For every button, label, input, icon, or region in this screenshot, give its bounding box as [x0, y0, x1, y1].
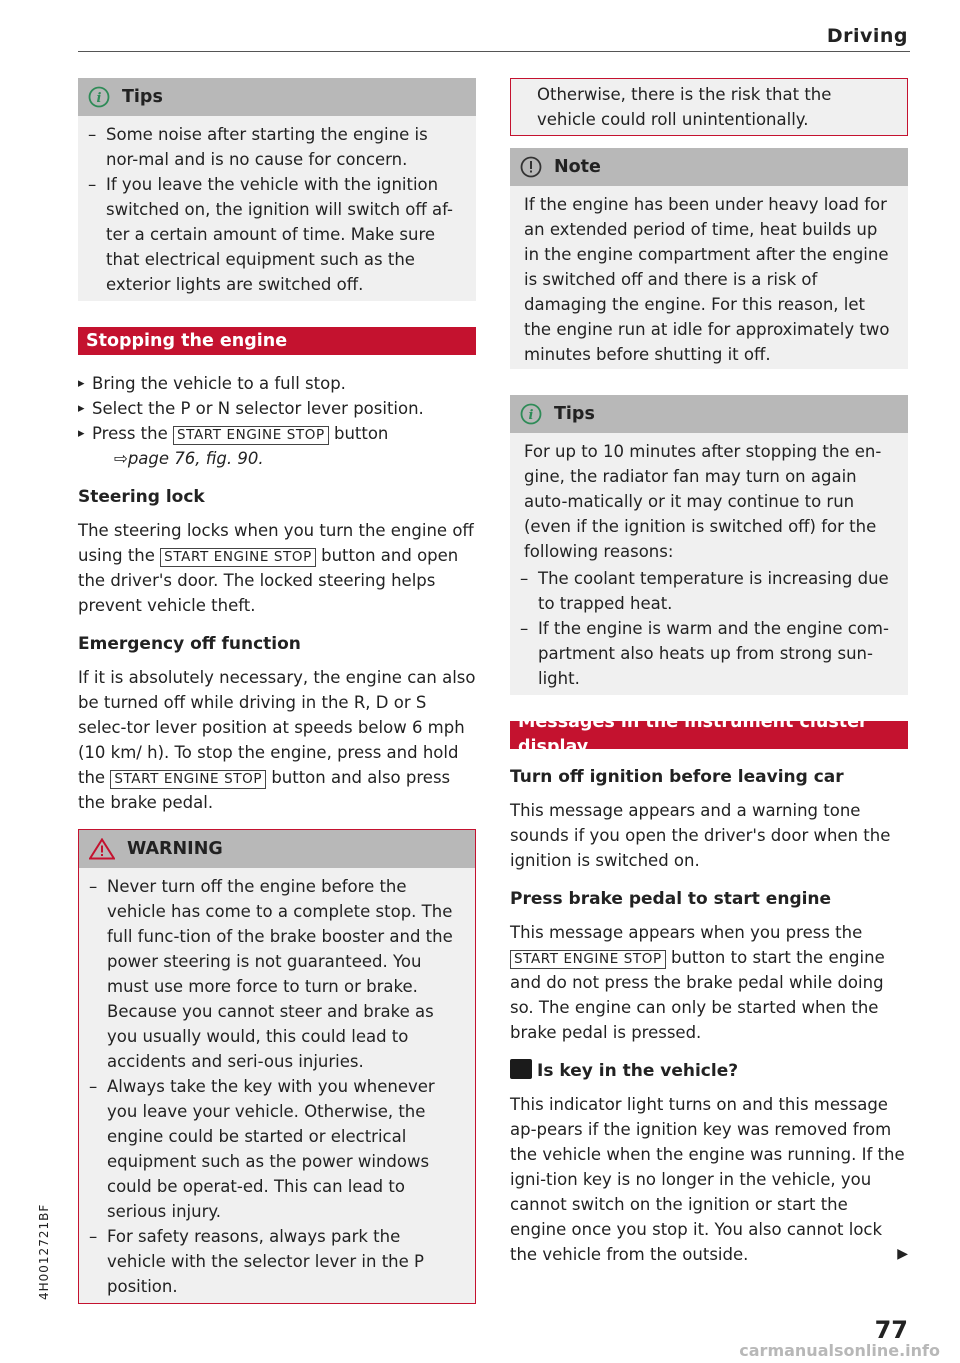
- section-title-stopping: Stopping the engine: [78, 327, 476, 355]
- tip-item: – If you leave the vehicle with the ignition switched on, the ignition will switch off af-ter a certain amount of time. Make sure that electrical equipment such as the exterior lights are switched off.: [92, 172, 462, 297]
- steps-list: [78, 371, 476, 471]
- emergency-off-heading: Emergency off function: [78, 634, 301, 654]
- start-engine-stop-key: START ENGINE STOP: [173, 426, 329, 445]
- tips-header: [78, 78, 476, 116]
- left-column: [78, 78, 476, 1330]
- tip-item: – The coolant temperature is increasing due to trapped heat.: [524, 566, 894, 616]
- right-column: [510, 78, 908, 1281]
- step-item: ▸ Select the P or N selector lever position.: [78, 396, 476, 421]
- watermark: carmanualsonline.info: [739, 1341, 940, 1360]
- page-reference[interactable]: ⇨page 76, fig. 90.: [114, 449, 264, 468]
- note-text: If the engine has been under heavy load for an extended period of time, heat builds up in the engine compartment after the engine is switched off and there is a risk of damaging the engine. For this reason, let the engine run at idle for approximately two minutes before shutting it off.: [524, 195, 890, 364]
- warning-triangle-icon: [89, 838, 115, 860]
- note-box: [510, 148, 908, 369]
- tips-box: [78, 78, 476, 301]
- info-icon: [520, 403, 542, 425]
- tip-item: – If the engine is warm and the engine com-partment also heats up from strong sun-light.: [524, 616, 894, 691]
- key-indicator-icon: [510, 1059, 532, 1079]
- turn-off-ignition-heading: Turn off ignition before leaving car: [510, 767, 844, 787]
- warning-item: – For safety reasons, always park the vehicle with the selector lever in the P position.: [93, 1224, 461, 1299]
- info-icon: [88, 86, 110, 108]
- warning-item: – Never turn off the engine before the vehicle has come to a complete stop. The full func-tion of the brake booster and the power steering is not guaranteed. You must use more force to turn or brake. Because you cannot steer and brake as you usually would, this could lead to accidents and seri-ous injuries.: [93, 874, 461, 1074]
- steering-lock-heading: Steering lock: [78, 487, 205, 507]
- tips-box-right: [510, 395, 908, 695]
- warning-box: [78, 829, 476, 1304]
- warning-continuation-box: [510, 78, 908, 136]
- tips-heading: Tips: [554, 403, 595, 424]
- steering-lock-text: The steering locks when you turn the engine off using the START ENGINE STOP button and open the driver's door. The locked steering helps prevent vehicle theft.: [78, 521, 474, 615]
- key-in-vehicle-text: This indicator light turns on and this message ap-pears if the ignition key was removed from the vehicle when the engine was running. If the igni-tion key is no longer in the vehicle, you cannot switch on the ignition or start the engine once you stop it. You also cannot lock the vehicle from the outside. ▶: [510, 1092, 908, 1267]
- svg-text:i: i: [528, 408, 534, 423]
- emergency-off-text: If it is absolutely necessary, the engine can also be turned off while driving in the R, D or S selec-tor lever position at speeds below 6 mph (10 km/ h). To stop the engine, press and hold the START ENGINE STOP button and also press the brake pedal.: [78, 668, 476, 812]
- start-engine-stop-key: START ENGINE STOP: [160, 548, 316, 567]
- section-title-messages: Messages in the instrument cluster display: [510, 721, 908, 749]
- step-item: ▸ Bring the vehicle to a full stop.: [78, 371, 476, 396]
- warning-item: – Always take the key with you whenever you leave your vehicle. Otherwise, the engine could be started or electrical equipment such as the power windows could be operat-ed. This can lead to serious injury.: [93, 1074, 461, 1224]
- tip-item: – Some noise after starting the engine is nor-mal and is no cause for concern.: [92, 122, 462, 172]
- svg-text:i: i: [96, 91, 102, 106]
- warning-header: [79, 830, 475, 868]
- header-rule: [78, 51, 910, 52]
- start-engine-stop-key: START ENGINE STOP: [110, 770, 266, 789]
- document-code: 4H0012721BF: [37, 1203, 51, 1300]
- press-brake-heading: Press brake pedal to start engine: [510, 889, 832, 909]
- tips-header-right: [510, 395, 908, 433]
- note-exclamation-icon: [520, 156, 542, 178]
- tips-heading: Tips: [122, 86, 163, 107]
- warning-continuation-text: Otherwise, there is the risk that the vehicle could roll unintentionally.: [537, 85, 832, 129]
- tips-text: For up to 10 minutes after stopping the en-gine, the radiator fan may turn on again auto-matically or it may continue to run (even if the ignition is switched off) for the following reasons:: [524, 442, 882, 561]
- warning-heading: WARNING: [127, 838, 223, 859]
- note-heading: Note: [554, 156, 601, 177]
- note-header: [510, 148, 908, 186]
- continue-arrow-icon: ▶: [897, 1246, 908, 1262]
- start-engine-stop-key: START ENGINE STOP: [510, 950, 666, 969]
- step-item: ▸ Press the START ENGINE STOP button ⇨page 76, fig. 90.: [78, 421, 476, 471]
- running-header: Driving: [826, 25, 908, 47]
- turn-off-ignition-text: This message appears and a warning tone sounds if you open the driver's door when the ignition is switched on.: [510, 801, 891, 870]
- key-in-vehicle-heading: Is key in the vehicle?: [510, 1059, 908, 1083]
- press-brake-text: This message appears when you press the START ENGINE STOP button to start the engine and do not press the brake pedal while doing so. The engine can only be started when the brake pedal is pressed.: [510, 923, 885, 1042]
- page-number: 77: [874, 1316, 908, 1344]
